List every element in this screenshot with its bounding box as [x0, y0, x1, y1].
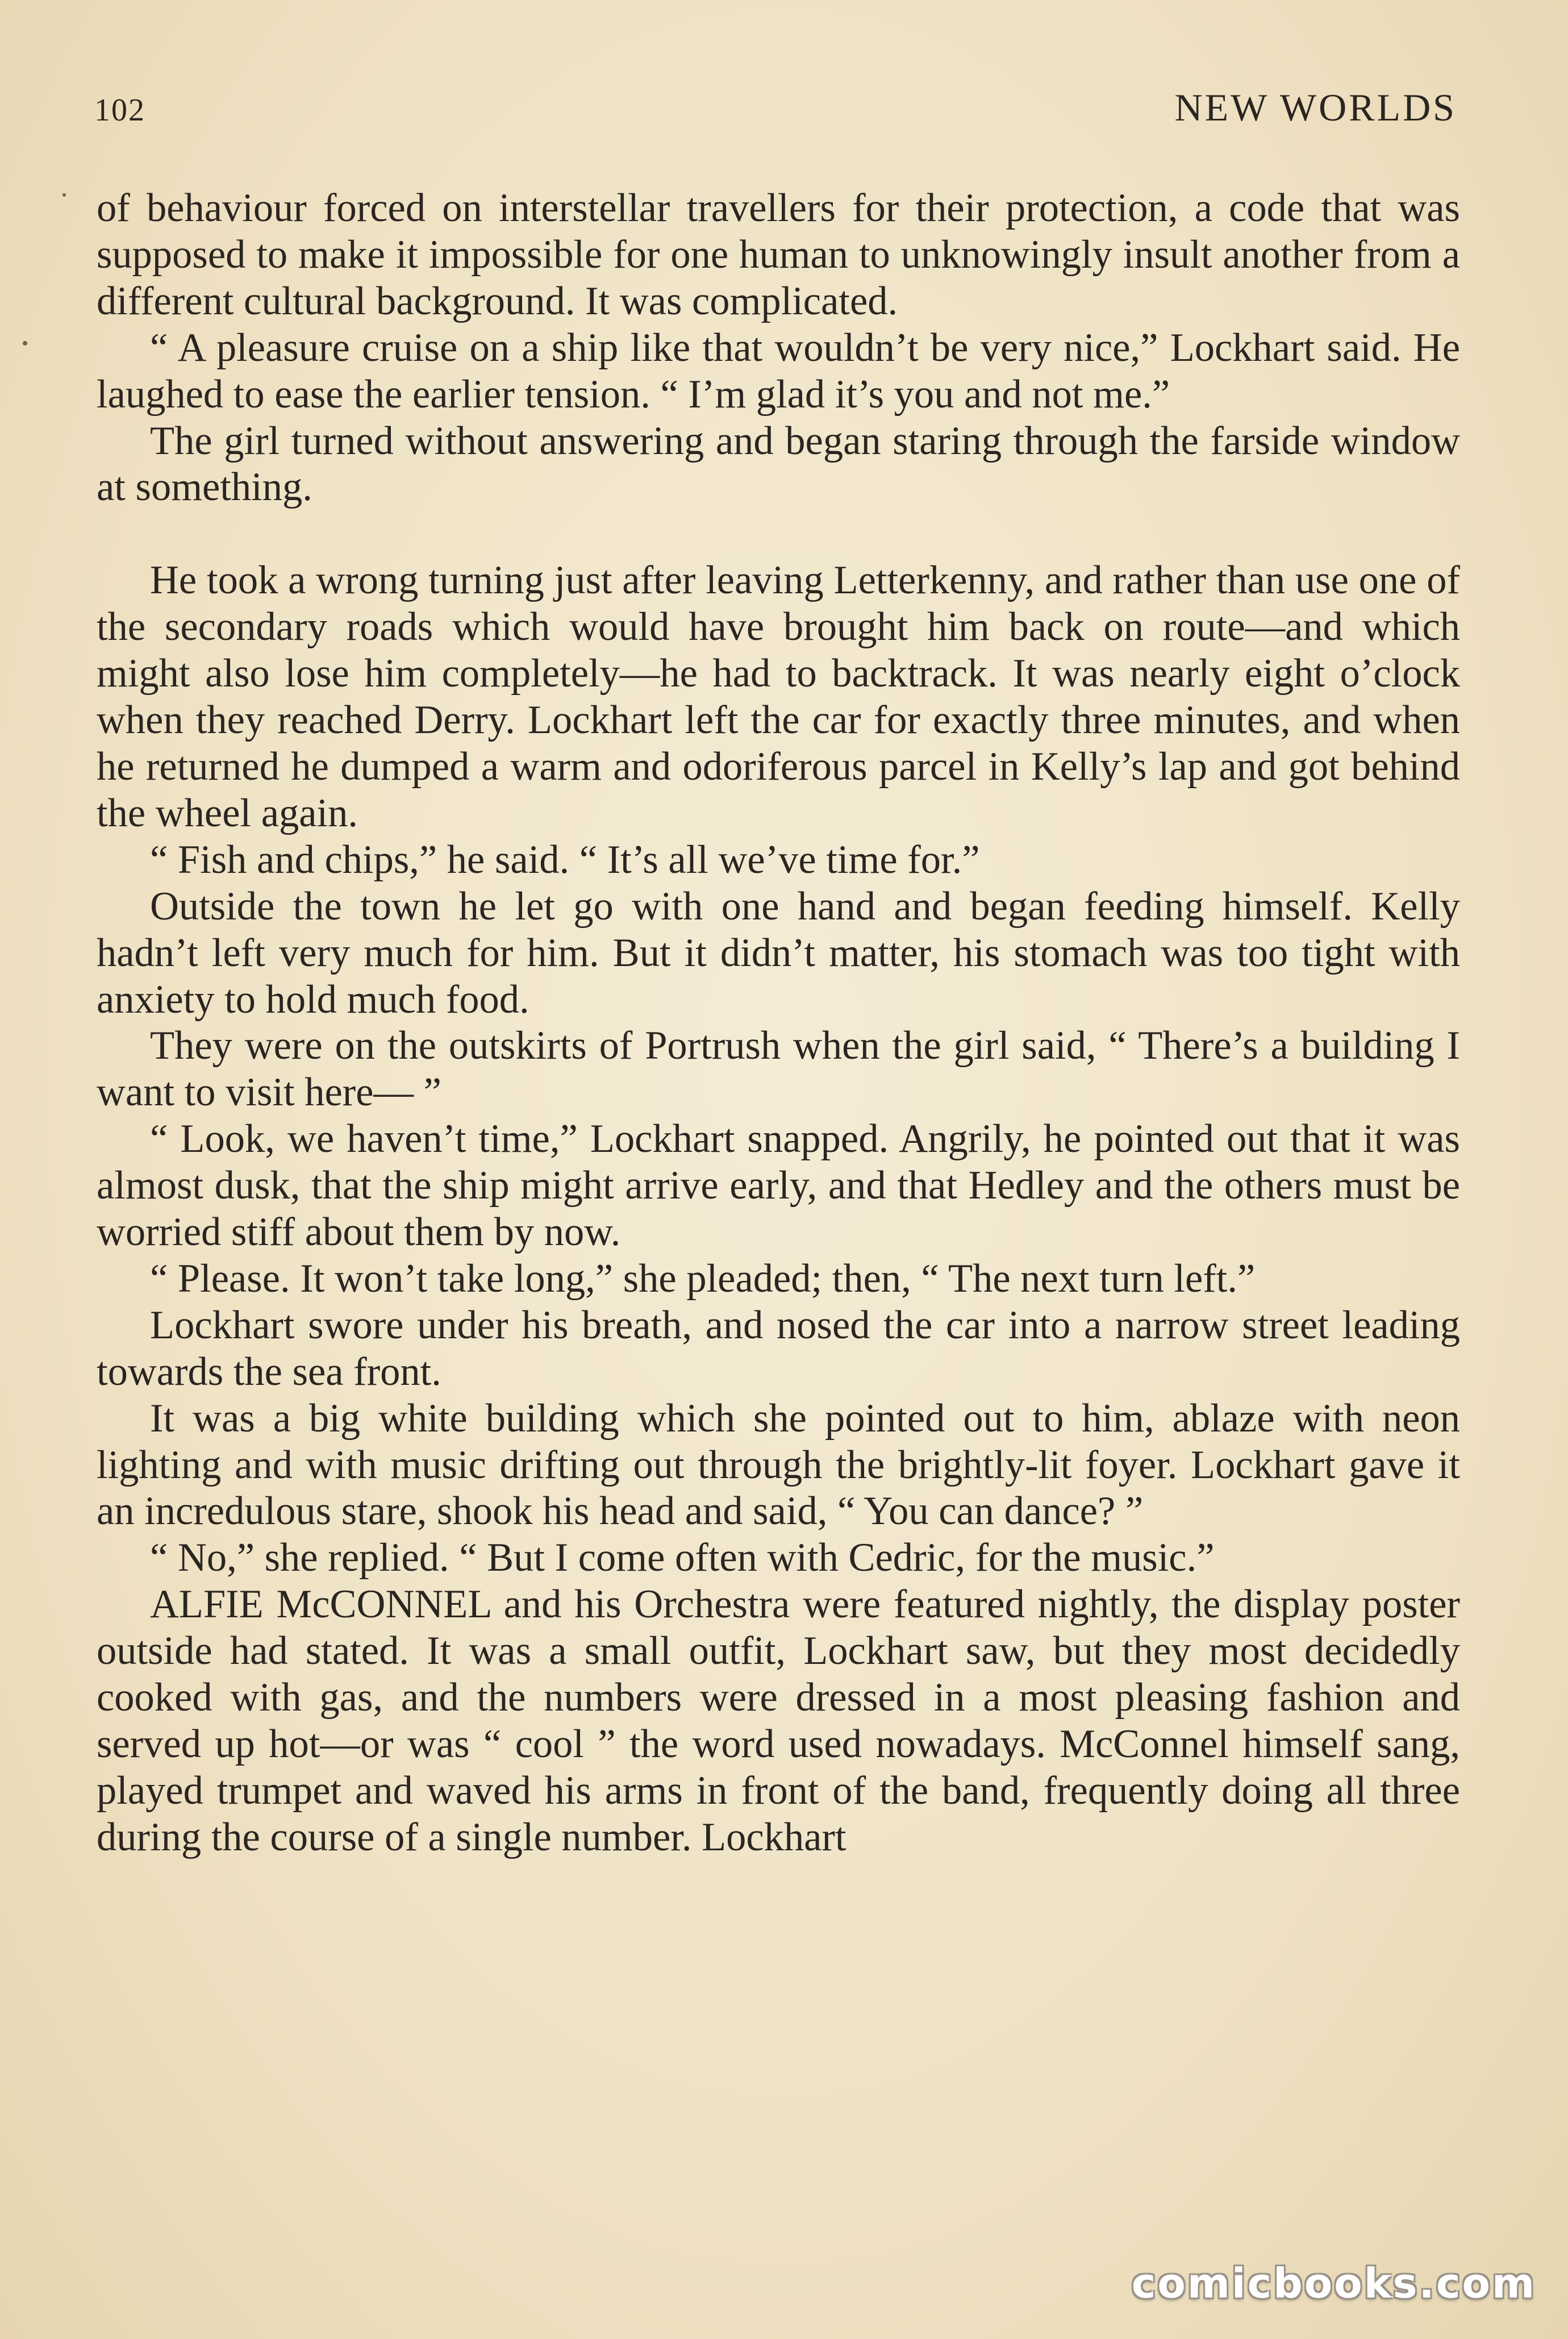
paper-speck — [62, 193, 66, 197]
section-break — [97, 511, 1460, 557]
paragraph: Lockhart swore under his breath, and nosed the car into a narrow street leading towards the sea front. — [97, 1302, 1460, 1394]
body-text — [97, 185, 1460, 1861]
paragraph: ALFIE McCONNEL and his Orchestra were featured nightly, the display poster outside had stated. It was a small outfit, Lockhart saw, but they most decidedly cooked with gas, and the numbers were dressed in a most pleasing fashion and served up hot—or was “ cool ” the word used nowadays. McConnel himself sang, played trumpet and waved his arms in front of the band, frequently doing all three during the course of a single number. Lockhart — [97, 1582, 1460, 1859]
page-number: 102 — [94, 93, 145, 128]
paragraph: He took a wrong turning just after leaving Letterkenny, and rather than use one of the secondary roads which would have brought him back on route—and which might also lose him completely—he had to backtrack. It was nearly eight o’clock when they reached Derry. Lockhart left the car for exactly three minutes, and when he returned he dumped a warm and odoriferous parcel in Kelly’s lap and got behind the wheel again. — [97, 558, 1460, 835]
paragraph: Outside the town he let go with one hand and began feeding himself. Kelly hadn’t left very much for him. But it didn’t matter, his stomach was too tight with anxiety to hold much food. — [97, 884, 1460, 1022]
paragraph: The girl turned without answering and began staring through the farside window at something. — [97, 418, 1460, 510]
running-head: NEW WORLDS — [1174, 86, 1457, 129]
paragraph: It was a big white building which she pointed out to him, ablaze with neon lighting and with music drifting out through the brightly-lit foyer. Lockhart gave it an incredulous stare, shook his head and said, “ You can dance? ” — [97, 1396, 1460, 1534]
paragraph: “ Look, we haven’t time,” Lockhart snapped. Angrily, he pointed out that it was almost dusk, that the ship might arrive early, and that Hedley and the others must be worried stiff about them by now. — [97, 1117, 1460, 1255]
paragraph: “ No,” she replied. “ But I come often with Cedric, for the music.” — [150, 1535, 1215, 1580]
paragraph: of behaviour forced on interstellar travellers for their protection, a code that was supposed to make it impossible for one human to unknowingly insult another from a different cultural background. It was complicated. — [97, 186, 1460, 323]
watermark: comicbooks.com — [1131, 2259, 1536, 2307]
paragraph: “ Fish and chips,” he said. “ It’s all we’ve time for.” — [150, 837, 980, 882]
paragraph: “ Please. It won’t take long,” she pleaded; then, “ The next turn left.” — [150, 1256, 1256, 1301]
paragraph: They were on the outskirts of Portrush when the girl said, “ There’s a building I want to visit here— ” — [97, 1023, 1460, 1115]
paragraph: “ A pleasure cruise on a ship like that wouldn’t be very nice,” Lockhart said. He laughed to ease the earlier tension. “ I’m glad it’s you and not me.” — [97, 325, 1460, 417]
page-header — [94, 85, 1457, 136]
paper-speck — [23, 341, 27, 346]
